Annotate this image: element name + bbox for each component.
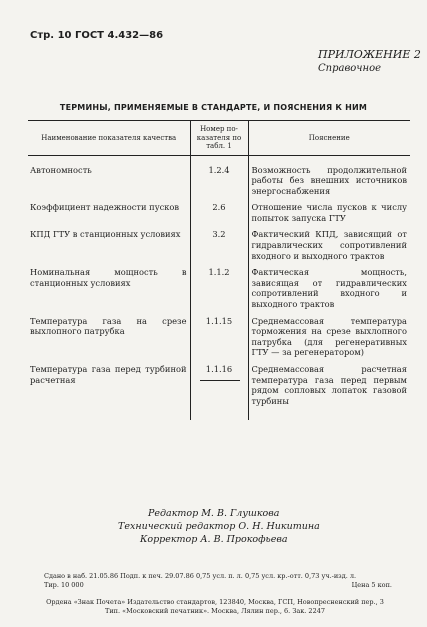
term-name: КПД ГТУ в станционных условиях bbox=[30, 229, 181, 240]
printer-line: Тип. «Московский печатник». Москва, Лялин пер., 6. Зак. 2247 bbox=[105, 606, 325, 615]
appendix-heading bbox=[318, 48, 421, 76]
table-row bbox=[28, 202, 410, 229]
appendix-subtitle: Справочное bbox=[318, 63, 382, 74]
imprint-line: Сдано в наб. 21.05.86 Подп. к печ. 29.07.86 0,75 усл. п. л. 0,75 усл. кр.-отт. 0,73 уч.-изд. л. bbox=[44, 572, 357, 580]
editor-credit: Редактор М. В. Глушкова bbox=[148, 508, 280, 519]
term-explanation: Среднемассовая расчетная температура газа перед первым рядом сопловых лопаток газовой турбины bbox=[251, 364, 407, 406]
term-number: 1.1.2 bbox=[190, 267, 248, 315]
table-row bbox=[28, 364, 410, 420]
term-explanation: Фактический КПД, зависящий от гидравлических сопротивлений входного и выходного трактов bbox=[251, 229, 407, 261]
term-number: 1.2.4 bbox=[190, 155, 248, 202]
table-row bbox=[28, 267, 410, 315]
terms-table bbox=[28, 120, 410, 420]
term-explanation: Отношение числа пусков к числу попыток запуска ГТУ bbox=[251, 202, 407, 223]
page-header: Стр. 10 ГОСТ 4.432—86 bbox=[30, 30, 164, 41]
document-title: ТЕРМИНЫ, ПРИМЕНЯЕМЫЕ В СТАНДАРТЕ, И ПОЯСНЕНИЯ К НИМ bbox=[59, 103, 368, 112]
column-header-name: Наименование показателя качества bbox=[28, 121, 190, 156]
table-row bbox=[28, 155, 410, 202]
table-header-row bbox=[28, 121, 410, 156]
term-number: 2.6 bbox=[190, 202, 248, 229]
table-row bbox=[28, 229, 410, 267]
term-name: Номинальная мощность в станционных условиях bbox=[30, 267, 187, 288]
imprint bbox=[44, 572, 392, 589]
credits bbox=[0, 507, 427, 546]
tech-editor-credit: Технический редактор О. Н. Никитина bbox=[118, 521, 320, 532]
term-name: Коэффициент надежности пусков bbox=[30, 202, 180, 213]
term-name: Температура газа на срезе выхлопного патрубка bbox=[30, 315, 187, 337]
term-explanation: Среднемассовая температура торможения на срезе выхлопного патрубка (для регенеративных ГТУ — за регенератором) bbox=[251, 315, 407, 358]
term-name: Температура газа перед турбиной расчетная bbox=[30, 364, 187, 385]
price: Цена 5 коп. bbox=[351, 580, 392, 589]
term-explanation: Возможность продолжительной работы без внешних источников энергоснабжения bbox=[251, 164, 407, 196]
publisher-line: Ордена «Знак Почета» Издательство стандартов, 123840, Москва, ГСП, Новопресненский пер., 3 bbox=[46, 598, 384, 606]
term-number: 1.1.15 bbox=[190, 316, 248, 364]
section-divider bbox=[200, 380, 240, 381]
publisher-info bbox=[30, 598, 400, 615]
term-number: 3.2 bbox=[190, 229, 248, 267]
proofreader-credit: Корректор А. В. Прокофьева bbox=[140, 534, 288, 545]
term-number: 1.1.16 bbox=[190, 364, 248, 420]
table-row bbox=[28, 316, 410, 364]
column-header-number: Номер по-казателя по табл. 1 bbox=[190, 121, 248, 156]
term-name: Автономность bbox=[30, 164, 92, 175]
appendix-title: ПРИЛОЖЕНИЕ 2 bbox=[318, 48, 421, 61]
column-header-explanation: Пояснение bbox=[248, 121, 410, 156]
term-explanation: Фактическая мощность, зависящая от гидравлических сопротивлений входного и выходного трактов bbox=[251, 267, 407, 310]
print-run: Тир. 10 000 bbox=[44, 580, 84, 589]
